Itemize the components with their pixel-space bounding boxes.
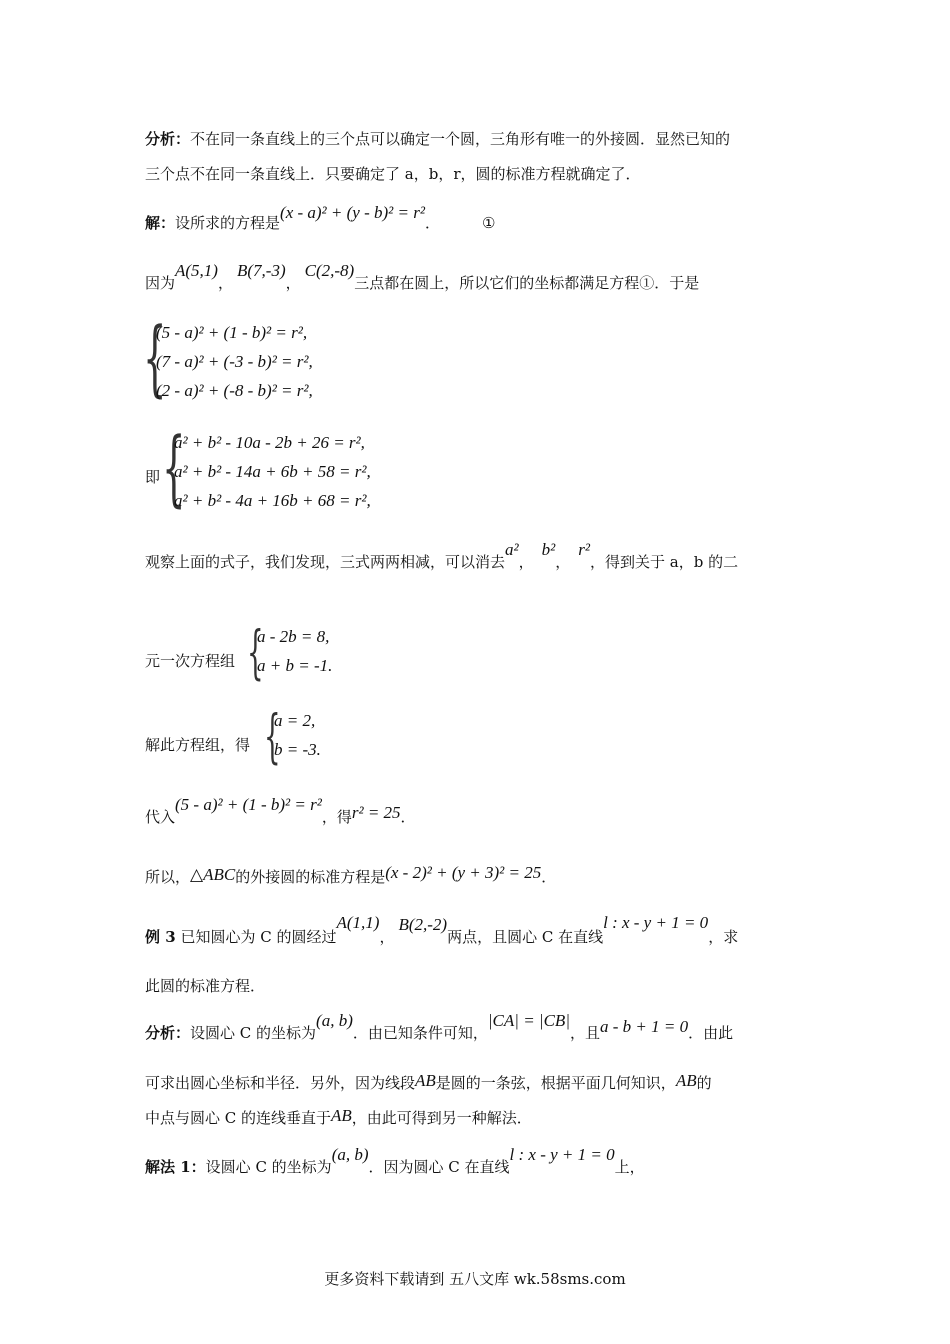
system-brace-1: { xyxy=(143,311,167,406)
system-brace-4: { xyxy=(264,702,281,770)
line-l: l : x - y + 1 = 0 xyxy=(603,913,709,932)
example-3-line-2: 此圆的标准方程． xyxy=(145,977,266,995)
observe-line: 观察上面的式子，我们发现，三式两两相减，可以消去a²，b²，r²，得到关于 a，b 的二 xyxy=(145,540,739,571)
analysis-line-2: 三个点不在同一条直线上．只要确定了 a，b，r，圆的标准方程就确定了． xyxy=(145,165,641,183)
triangle-abc: △ABC xyxy=(190,865,236,884)
system-brace-2: { xyxy=(162,421,186,516)
conclusion-line: 所以，△ABC的外接圆的标准方程是(x - 2)² + (y + 3)² = 25． xyxy=(145,863,557,886)
equation-system-1: (5 - a)² + (1 - b)² = r², (7 - a)² + (-3 - b)² = r², (2 - a)² + (-8 - b)² = r², xyxy=(156,323,313,400)
analysis-line-1: 分析：不在同一条直线上的三个点可以确定一个圆，三角形有唯一的外接圆．显然已知的 xyxy=(145,130,731,148)
ji-label: 即 xyxy=(145,468,161,486)
equation-system-3: a - 2b = 8, a + b = -1. xyxy=(257,627,333,675)
equation-system-4: a = 2, b = -3. xyxy=(274,711,321,759)
equation-system-2: a² + b² - 10a - 2b + 26 = r², a² + b² - 14a + 6b + 58 = r², a² + b² - 4a + 16b + 68 = r², xyxy=(174,433,371,510)
analysis2-line-1: 分析：设圆心 C 的坐标为(a, b)．由已知条件可知，|CA| = |CB|，且a - b + 1 = 0．由此 xyxy=(145,1011,734,1042)
page-footer: 更多资料下载请到 五八文库 wk.58sms.com xyxy=(324,1270,626,1288)
linear-system-label: 元一次方程组 xyxy=(145,652,236,670)
method1-line: 解法 1：设圆心 C 的坐标为(a, b)．因为圆心 C 在直线l : x - y + 1 = 0上， xyxy=(145,1145,645,1176)
substitute-line: 代入(5 - a)² + (1 - b)² = r²，得r² = 25． xyxy=(145,795,416,826)
analysis-label: 分析： xyxy=(145,130,191,148)
system-brace-3: { xyxy=(247,618,264,686)
analysis2-line-3: 中点与圆心 C 的连线垂直于AB，由此可得到另一种解法． xyxy=(145,1106,532,1127)
solution-line: 解：设所求的方程是(x - a)² + (y - b)² = r²． ① xyxy=(145,203,496,232)
point-a: A(5,1) xyxy=(175,261,218,280)
solve-label: 解此方程组，得 xyxy=(145,736,251,754)
point-b: B(7,-3) xyxy=(237,261,286,280)
circle-equation: (x - a)² + (y - b)² = r² xyxy=(280,203,425,222)
point-c: C(2,-8) xyxy=(304,261,355,280)
example-3-line-1: 例 3 已知圆心为 C 的圆经过A(1,1)，B(2,-2)两点，且圆心 C 在直线l : x - y + 1 = 0，求 xyxy=(145,913,739,946)
analysis2-line-2: 可求出圆心坐标和半径．另外，因为线段AB是圆的一条弦，根据平面几何知识，AB的 xyxy=(145,1071,712,1092)
final-equation: (x - 2)² + (y + 3)² = 25 xyxy=(385,863,542,882)
points-line: 因为A(5,1)，B(7,-3)，C(2,-8)三点都在圆上，所以它们的坐标都满足方程①．于是 xyxy=(145,261,700,292)
example-label: 例 3 xyxy=(145,928,176,946)
equation-marker: ① xyxy=(481,214,496,232)
